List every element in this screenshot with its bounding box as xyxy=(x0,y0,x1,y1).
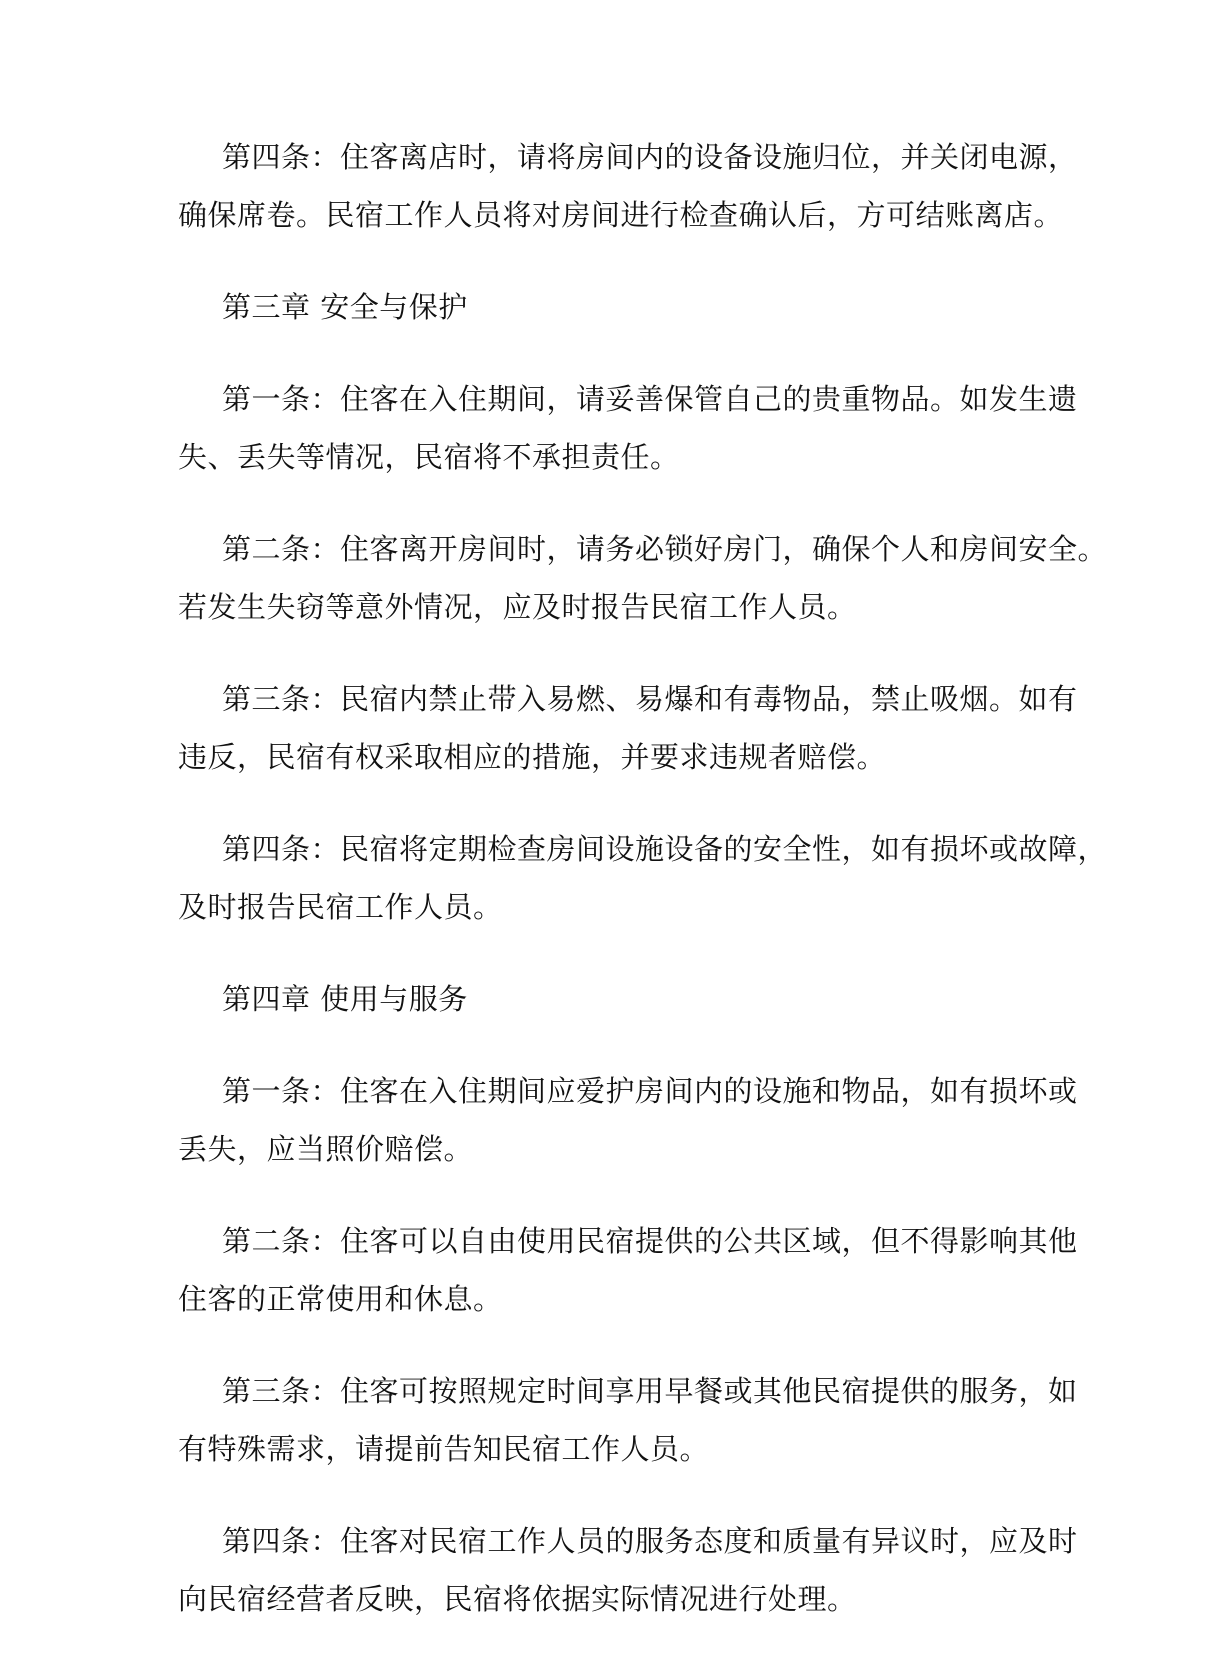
paragraph-line: 第四条：住客离店时，请将房间内的设备设施归位，并关闭电源， xyxy=(222,140,1078,174)
paragraph-line: 丢失，应当照价赔偿。 xyxy=(178,1132,474,1166)
chapter-title: 第三章 安全与保护 xyxy=(222,290,468,324)
paragraph-line: 失、丢失等情况，民宿将不承担责任。 xyxy=(178,440,680,474)
article-ch4-2 xyxy=(178,1212,1078,1328)
article-ch2-4 xyxy=(178,128,1078,244)
paragraph-line: 第二条：住客离开房间时，请务必锁好房门，确保个人和房间安全。 xyxy=(222,532,1108,566)
paragraph-line: 第三条：民宿内禁止带入易燃、易爆和有毒物品，禁止吸烟。如有 xyxy=(222,682,1078,716)
paragraph-line: 向民宿经营者反映，民宿将依据实际情况进行处理。 xyxy=(178,1582,857,1616)
paragraph-line: 住客的正常使用和休息。 xyxy=(178,1282,503,1316)
paragraph-line: 第四条：住客对民宿工作人员的服务态度和质量有异议时，应及时 xyxy=(222,1524,1078,1558)
paragraph-line: 第一条：住客在入住期间，请妥善保管自己的贵重物品。如发生遗 xyxy=(222,382,1078,416)
article-ch4-3 xyxy=(178,1362,1078,1478)
article-ch3-3 xyxy=(178,670,1078,786)
article-ch3-2 xyxy=(178,520,1108,636)
chapter-title: 第四章 使用与服务 xyxy=(222,982,468,1016)
paragraph-line: 第一条：住客在入住期间应爱护房间内的设施和物品，如有损坏或 xyxy=(222,1074,1078,1108)
chapter-heading-3 xyxy=(178,278,1058,336)
article-ch3-1 xyxy=(178,370,1078,486)
paragraph-line: 第四条：民宿将定期检查房间设施设备的安全性，如有损坏或故障， xyxy=(222,832,1108,866)
article-ch4-4 xyxy=(178,1512,1078,1628)
paragraph-line: 确保席卷。民宿工作人员将对房间进行检查确认后，方可结账离店。 xyxy=(178,198,1064,232)
article-ch4-1 xyxy=(178,1062,1078,1178)
article-ch3-4 xyxy=(178,820,1108,936)
paragraph-line: 有特殊需求，请提前告知民宿工作人员。 xyxy=(178,1432,710,1466)
paragraph-line: 第二条：住客可以自由使用民宿提供的公共区域，但不得影响其他 xyxy=(222,1224,1078,1258)
paragraph-line: 及时报告民宿工作人员。 xyxy=(178,890,503,924)
document-page xyxy=(178,128,1108,1662)
paragraph-line: 第三条：住客可按照规定时间享用早餐或其他民宿提供的服务，如 xyxy=(222,1374,1078,1408)
chapter-heading-4 xyxy=(178,970,1058,1028)
paragraph-line: 若发生失窃等意外情况，应及时报告民宿工作人员。 xyxy=(178,590,857,624)
paragraph-line: 违反，民宿有权采取相应的措施，并要求违规者赔偿。 xyxy=(178,740,887,774)
